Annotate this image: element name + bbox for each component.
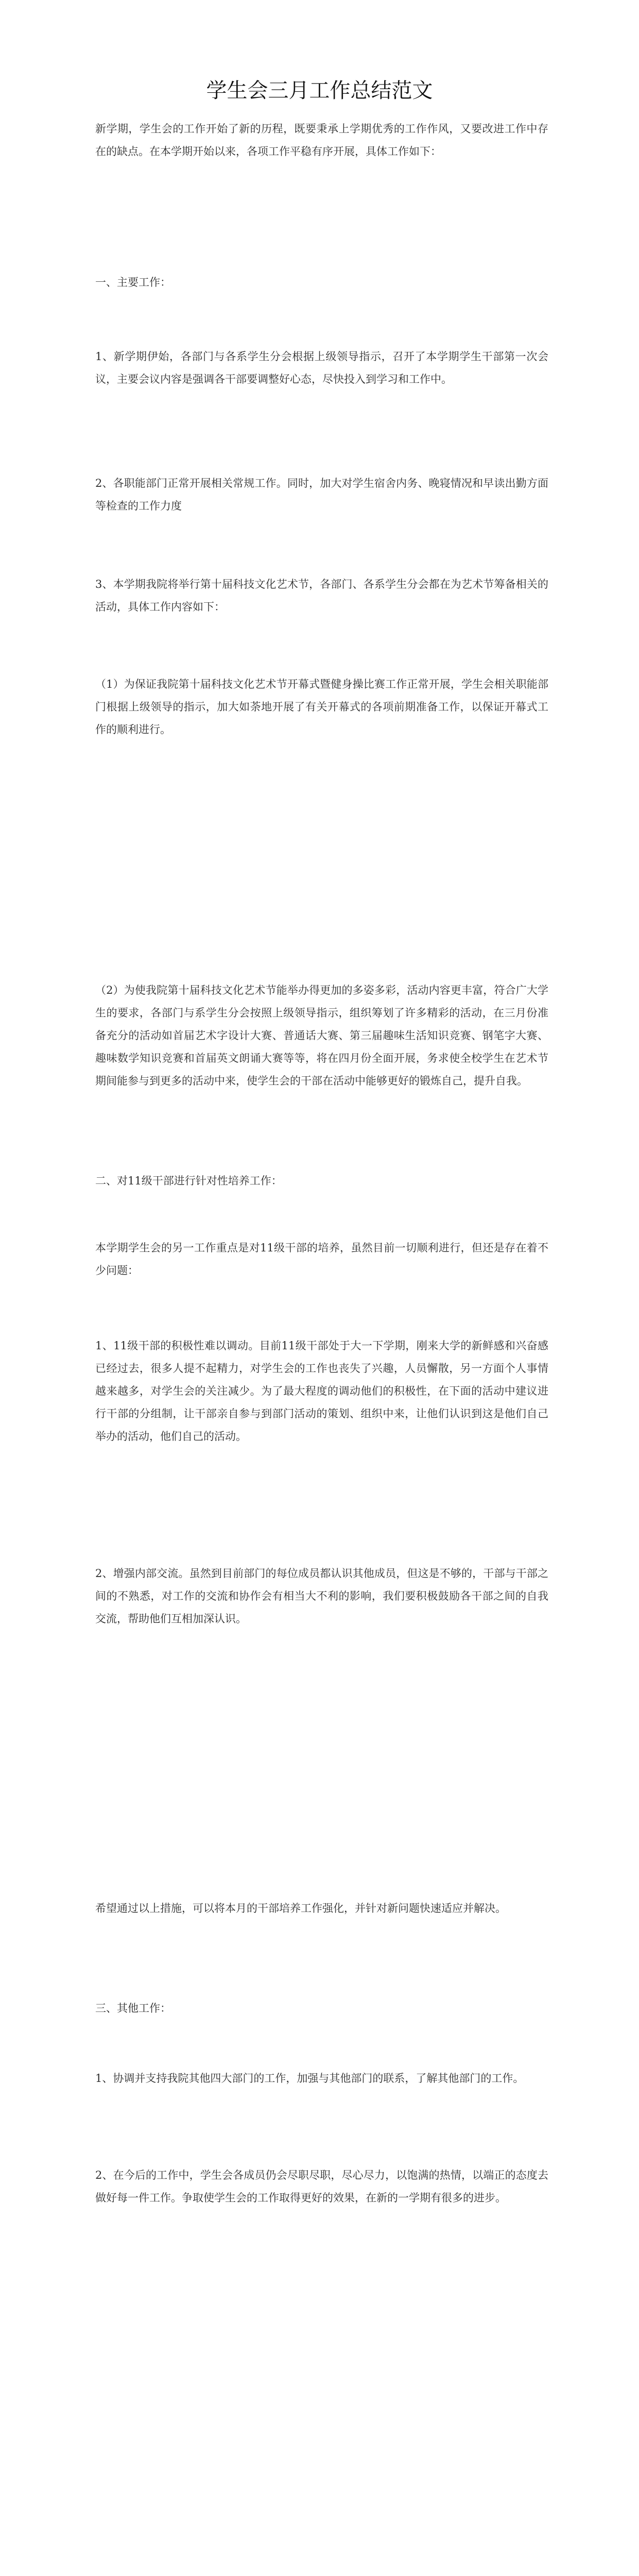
paragraph-training-item-1: 1、11级干部的积极性难以调动。目前11级干部处于大一下学期，刚来大学的新鲜感和兴奋感已经过去，很多人提不起精力，对学生会的工作也丧失了兴趣，人员懈散，另一方面个人事情越来越多，对学生会的关注减少。为了最大程度的调动他们的积极性，在下面的活动中建议进行干部的分组制，让干部亲自参与到部门活动的策划、组织中来，让他们认识到这是他们自己举办的活动，他们自己的活动。 xyxy=(95,1340,548,1443)
paragraph-item-2: 2、各职能部门正常开展相关常规工作。同时，加大对学生宿舍内务、晚寝情况和早读出勤方面等检查的工作力度 xyxy=(95,477,548,512)
section-heading-other-work: 三、其他工作： xyxy=(95,2002,171,2014)
paragraph-item-3: 3、本学期我院将举行第十届科技文化艺术节，各部门、各系学生分会都在为艺术节筹备相关的活动，具体工作内容如下： xyxy=(95,578,548,613)
paragraph-training-intro: 本学期学生会的另一工作重点是对11级干部的培养，虽然目前一切顺利进行，但还是存在着不少问题： xyxy=(95,1242,548,1277)
paragraph-other-item-1: 1、协调并支持我院其他四大部门的工作，加强与其他部门的联系，了解其他部门的工作。 xyxy=(95,2072,524,2084)
paragraph-intro: 新学期，学生会的工作开始了新的历程，既要秉承上学期优秀的工作作风，又要改进工作中存在的缺点。在本学期开始以来，各项工作平稳有序开展，具体工作如下： xyxy=(95,123,548,158)
paragraph-subitem-2: （2）为使我院第十届科技文化艺术节能举办得更加的多姿多彩，活动内容更丰富，符合广大学生的要求，各部门与系学生分会按照上级领导指示，组织筹划了许多精彩的活动，在三月份准备充分的活动如首届艺术字设计大赛、普通话大赛、第三届趣味生活知识竞赛、钢笔字大赛、趣味数学知识竞赛和首届英文朗诵大赛等等，将在四月份全面开展，务求使全校学生在艺术节期间能参与到更多的活动中来，使学生会的干部在活动中能够更好的锻炼自己，提升自我。 xyxy=(95,984,548,1087)
paragraph-training-item-2: 2、增强内部交流。虽然到目前部门的每位成员都认识其他成员，但这是不够的，干部与干部之间的不熟悉，对工作的交流和协作会有相当大不利的影响，我们要积极鼓励各干部之间的自我交流，帮助他们互相加深认识。 xyxy=(95,1567,548,1625)
paragraph-training-summary: 希望通过以上措施，可以将本月的干部培养工作强化，并针对新问题快速适应并解决。 xyxy=(95,1902,506,1914)
paragraph-subitem-1: （1）为保证我院第十届科技文化艺术节开幕式暨健身操比赛工作正常开展，学生会相关职能部门根据上级领导的指示，加大如荼地开展了有关开幕式的各项前期准备工作，以保证开幕式工作的顺利进行。 xyxy=(95,678,548,736)
paragraph-item-1: 1、新学期伊始，各部门与各系学生分会根据上级领导指示，召开了本学期学生干部第一次会议，主要会议内容是强调各干部要调整好心态，尽快投入到学习和工作中。 xyxy=(95,350,548,385)
paragraph-other-item-2: 2、在今后的工作中，学生会各成员仍会尽职尽职，尽心尽力，以饱满的热情，以端正的态度去做好每一件工作。争取使学生会的工作取得更好的效果，在新的一学期有很多的进步。 xyxy=(95,2169,548,2204)
section-heading-main-work: 一、主要工作： xyxy=(95,276,171,289)
section-heading-cadre-training: 二、对11级干部进行针对性培养工作： xyxy=(95,1175,282,1187)
document-title: 学生会三月工作总结范文 xyxy=(206,79,433,103)
